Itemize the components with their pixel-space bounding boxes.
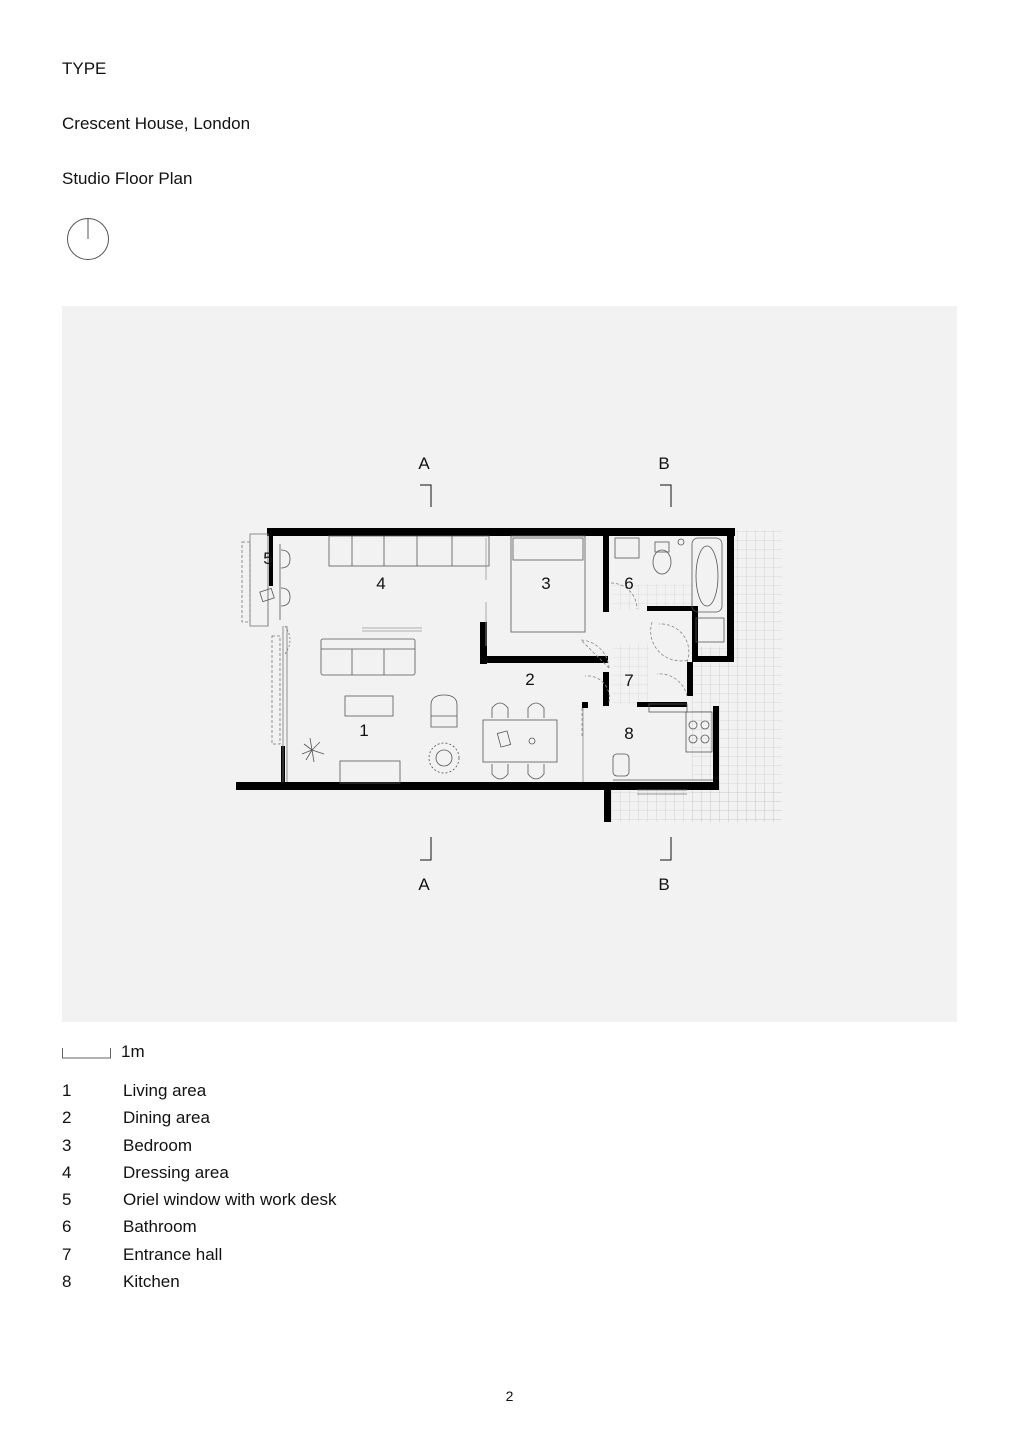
legend-number: 4 [62,1162,72,1182]
scale-label: 1m [121,1042,145,1061]
walls [236,528,735,822]
room-number-1: 1 [359,721,369,740]
plan-title: Studio Floor Plan [62,169,193,188]
wardrobe [329,536,489,646]
room-number-7: 7 [624,671,634,690]
room-number-3: 3 [541,574,551,593]
legend-label: Bedroom [123,1135,192,1155]
legend-label: Kitchen [123,1272,180,1292]
legend-label: Dining area [123,1108,210,1128]
legend-number: 6 [62,1217,72,1237]
svg-text:A: A [418,454,430,473]
room-number-5: 5 [263,549,273,568]
page-number: 2 [505,1388,514,1404]
room-number-8: 8 [624,724,634,743]
room-number-2: 2 [525,670,535,689]
armchair [431,695,457,727]
header-type: TYPE [62,59,107,78]
oriel-window [242,534,268,626]
legend-number: 8 [62,1272,72,1292]
floor-plan [62,306,957,1022]
legend-number: 3 [62,1135,72,1155]
section-marker-b-bottom [658,837,671,894]
room-number-4: 4 [376,574,386,593]
svg-text:B: B [658,875,670,894]
project-title: Crescent House, London [62,114,251,133]
legend-label: Bathroom [123,1217,197,1237]
legend-label: Living area [123,1081,207,1100]
legend-number: 1 [62,1081,72,1100]
dining-table [483,703,557,779]
rug-icon [429,743,459,773]
plant-icon [302,738,324,762]
svg-text:A: A [418,875,430,894]
room-number-6: 6 [624,574,634,593]
svg-text:B: B [658,454,670,473]
scale-bar-icon [62,1044,112,1060]
sofa [321,639,415,675]
north-arrow-icon [66,217,110,261]
coffee-table [345,696,393,716]
legend-number: 7 [62,1244,72,1264]
section-marker-a-top [418,454,431,507]
legend-number: 2 [62,1108,72,1128]
legend-number: 5 [62,1190,72,1210]
legend-label: Oriel window with work desk [123,1190,337,1210]
section-marker-a-bottom [418,837,431,894]
section-marker-b-top [658,454,671,507]
tv-unit [340,761,400,783]
legend-label: Dressing area [123,1162,229,1182]
legend-label: Entrance hall [123,1244,223,1264]
